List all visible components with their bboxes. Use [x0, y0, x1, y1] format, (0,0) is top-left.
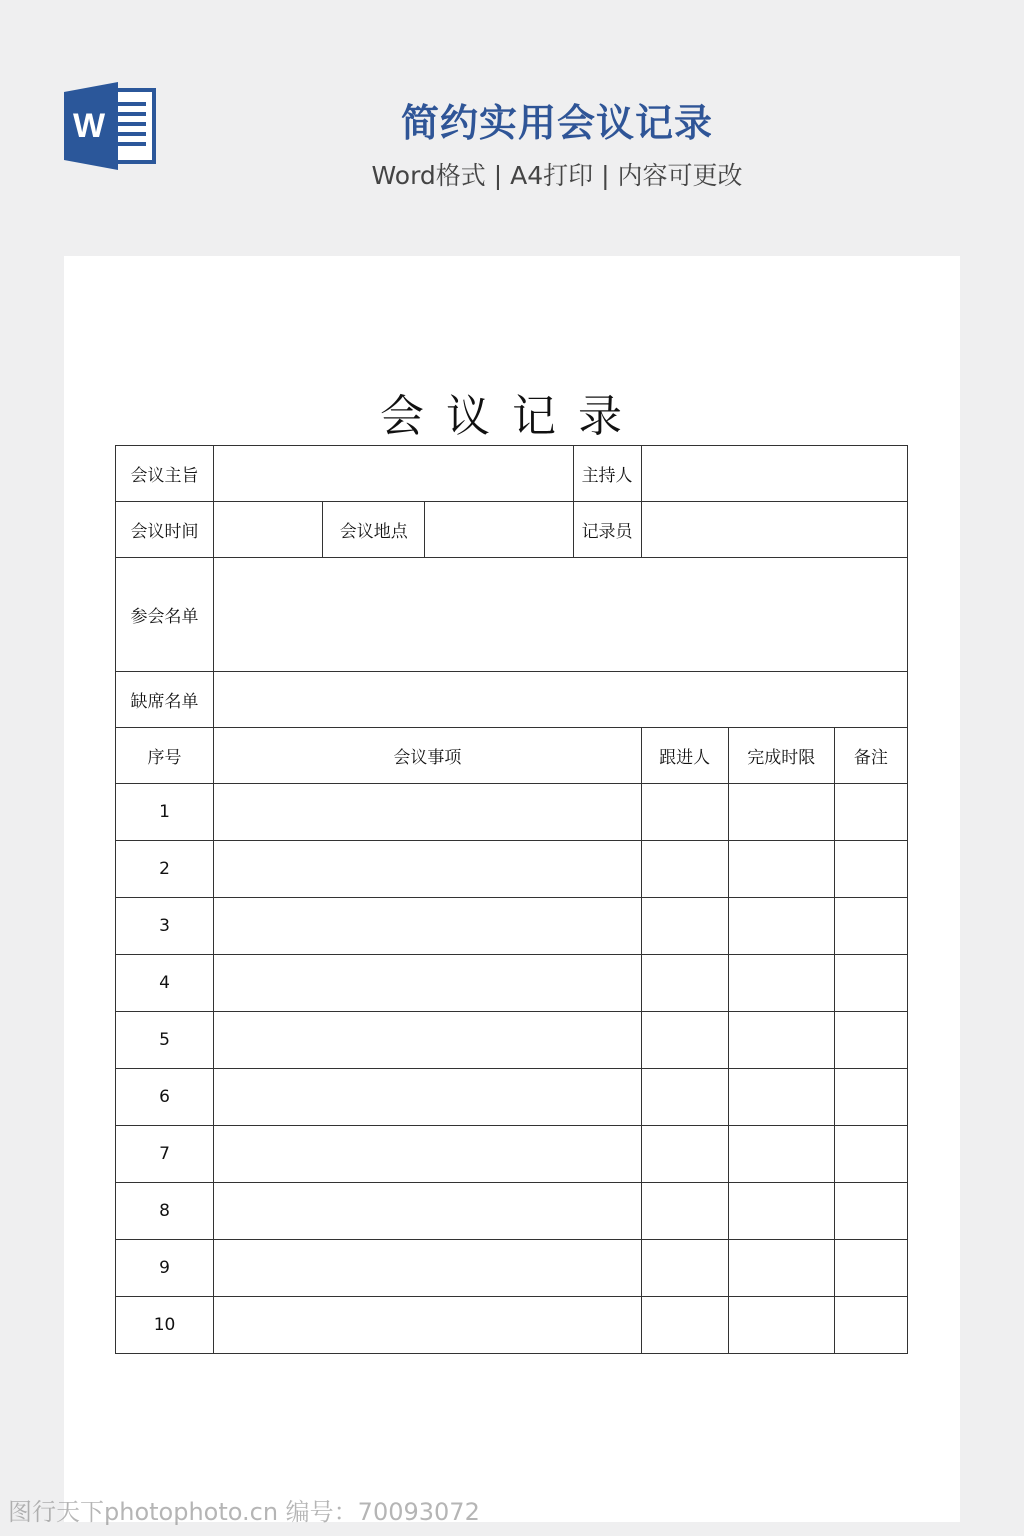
- items-header-row: [116, 728, 908, 784]
- recorder-field[interactable]: [641, 502, 907, 558]
- time-field[interactable]: [214, 502, 323, 558]
- item-remark-cell[interactable]: [834, 1069, 907, 1126]
- banner-title: 简约实用会议记录: [400, 101, 713, 145]
- item-deadline-cell[interactable]: [728, 841, 834, 898]
- item-number: 9: [116, 1240, 214, 1297]
- item-remark-cell[interactable]: [834, 1240, 907, 1297]
- item-matter-cell[interactable]: [214, 1012, 642, 1069]
- host-field[interactable]: [641, 446, 907, 502]
- attendees-label: 参会名单: [116, 558, 214, 672]
- watermark: 图行天下photophoto.cn 编号：70093072: [8, 1498, 480, 1526]
- item-matter-cell[interactable]: [214, 898, 642, 955]
- table-row: [116, 558, 908, 672]
- item-number: 5: [116, 1012, 214, 1069]
- item-number: 10: [116, 1297, 214, 1354]
- item-matter-cell[interactable]: [214, 1183, 642, 1240]
- time-label: 会议时间: [116, 502, 214, 558]
- table-row: [116, 1012, 908, 1069]
- item-matter-cell[interactable]: [214, 1069, 642, 1126]
- item-remark-cell[interactable]: [834, 784, 907, 841]
- item-number: 3: [116, 898, 214, 955]
- word-logo-icon: [64, 82, 156, 170]
- item-deadline-cell[interactable]: [728, 1297, 834, 1354]
- banner-subtitle: Word格式 | A4打印 | 内容可更改: [371, 161, 743, 190]
- item-follower-cell[interactable]: [641, 1297, 728, 1354]
- item-deadline-cell[interactable]: [728, 898, 834, 955]
- item-remark-cell[interactable]: [834, 955, 907, 1012]
- table-row: [116, 502, 908, 558]
- item-matter-cell[interactable]: [214, 1126, 642, 1183]
- meeting-record-table: [115, 445, 908, 1354]
- location-label: 会议地点: [323, 502, 425, 558]
- item-follower-cell[interactable]: [641, 784, 728, 841]
- item-deadline-cell[interactable]: [728, 1012, 834, 1069]
- item-deadline-cell[interactable]: [728, 1183, 834, 1240]
- item-remark-cell[interactable]: [834, 1183, 907, 1240]
- item-matter-cell[interactable]: [214, 841, 642, 898]
- document-title: 会议记录: [380, 391, 644, 442]
- item-deadline-cell[interactable]: [728, 784, 834, 841]
- item-number: 1: [116, 784, 214, 841]
- table-row: [116, 1126, 908, 1183]
- item-matter-cell[interactable]: [214, 1297, 642, 1354]
- item-matter-cell[interactable]: [214, 1240, 642, 1297]
- item-follower-cell[interactable]: [641, 955, 728, 1012]
- attendees-field[interactable]: [214, 558, 908, 672]
- table-row: [116, 841, 908, 898]
- item-follower-cell[interactable]: [641, 898, 728, 955]
- purpose-label: 会议主旨: [116, 446, 214, 502]
- item-follower-cell[interactable]: [641, 1069, 728, 1126]
- follower-header: 跟进人: [641, 728, 728, 784]
- item-deadline-cell[interactable]: [728, 1069, 834, 1126]
- table-row: [116, 955, 908, 1012]
- item-remark-cell[interactable]: [834, 1297, 907, 1354]
- recorder-label: 记录员: [573, 502, 641, 558]
- absentees-label: 缺席名单: [116, 672, 214, 728]
- item-deadline-cell[interactable]: [728, 1126, 834, 1183]
- item-follower-cell[interactable]: [641, 1183, 728, 1240]
- table-row: [116, 784, 908, 841]
- item-follower-cell[interactable]: [641, 1126, 728, 1183]
- number-header: 序号: [116, 728, 214, 784]
- table-row: [116, 1240, 908, 1297]
- item-remark-cell[interactable]: [834, 1126, 907, 1183]
- word-logo-letter: W: [72, 107, 106, 145]
- item-number: 8: [116, 1183, 214, 1240]
- absentees-field[interactable]: [214, 672, 908, 728]
- table-row: [116, 446, 908, 502]
- table-row: [116, 898, 908, 955]
- table-row: [116, 1183, 908, 1240]
- host-label: 主持人: [573, 446, 641, 502]
- table-row: [116, 672, 908, 728]
- document-page: [64, 256, 960, 1522]
- location-field[interactable]: [425, 502, 573, 558]
- item-deadline-cell[interactable]: [728, 955, 834, 1012]
- item-number: 2: [116, 841, 214, 898]
- item-number: 4: [116, 955, 214, 1012]
- item-number: 6: [116, 1069, 214, 1126]
- item-follower-cell[interactable]: [641, 1240, 728, 1297]
- item-remark-cell[interactable]: [834, 841, 907, 898]
- matter-header: 会议事项: [214, 728, 642, 784]
- item-remark-cell[interactable]: [834, 898, 907, 955]
- item-number: 7: [116, 1126, 214, 1183]
- table-row: [116, 1297, 908, 1354]
- item-matter-cell[interactable]: [214, 784, 642, 841]
- remark-header: 备注: [834, 728, 907, 784]
- table-row: [116, 1069, 908, 1126]
- deadline-header: 完成时限: [728, 728, 834, 784]
- purpose-field[interactable]: [214, 446, 573, 502]
- item-follower-cell[interactable]: [641, 1012, 728, 1069]
- item-deadline-cell[interactable]: [728, 1240, 834, 1297]
- item-remark-cell[interactable]: [834, 1012, 907, 1069]
- item-matter-cell[interactable]: [214, 955, 642, 1012]
- item-follower-cell[interactable]: [641, 841, 728, 898]
